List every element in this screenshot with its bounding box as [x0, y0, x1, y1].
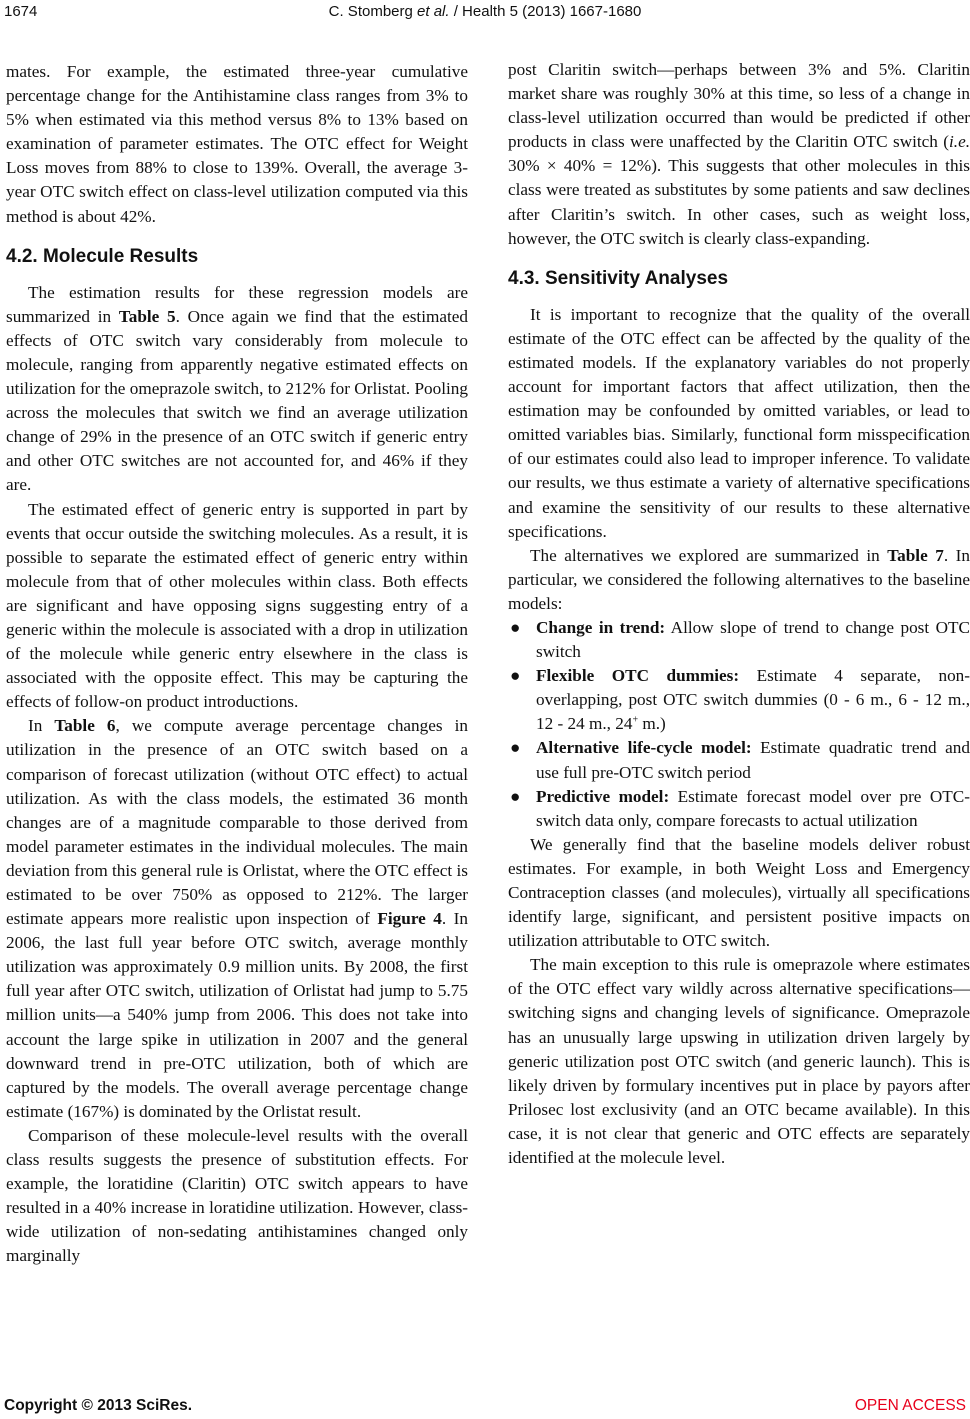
item-text: Estimate forecast model over pre OTC-switch data only, compare forecasts to actual utilization: [536, 786, 970, 830]
italic-ie: i.e.: [949, 132, 970, 152]
item-label: Flexible OTC dummies:: [536, 666, 740, 686]
text: post Claritin switch—perhaps between 3% and 5%. Claritin market share was roughly 30% at this time, so less of a change in class-level utilization occurred than would be predicted if other products in class were unaffected by the Claritin OTC switch (: [508, 60, 970, 152]
page-header: [0, 0, 970, 30]
paragraph-continued: mates. For example, the estimated three-year cumulative percentage change for the Antihistamine class ranges from 3% to 5% when estimated via this method versus 8% to 13% based on examination of parameter estimates. The OTC effect for Weight Loss moves from 88% to close to 139%. Overall, the average 3-year OTC switch effect on class-level utilization computed via this method is about 42%.: [6, 62, 468, 226]
superscript-plus: +: [632, 714, 639, 726]
alternatives-list: [508, 616, 970, 833]
running-head-journal: / Health 5 (2013) 1667-1680: [449, 3, 642, 20]
list-item: [508, 736, 970, 784]
item-text: Estimate 4 separate, non-overlapping, post OTC switch dummies (0 - 6 m., 6 - 12 m., 12 - 24 m., 24: [536, 666, 970, 734]
paragraph-comparison: Comparison of these molecule-level results with the overall class results suggests the presence of substitution effects. For example, the loratidine (Claritin) OTC switch appears to have resulted in a 40% increase in loratidine utilization. However, class-wide utilization of non-sedating antihistamines changed only marginally: [6, 1125, 468, 1266]
table-7-reference[interactable]: Table 7: [887, 545, 944, 565]
bullet-icon: ●: [510, 617, 521, 637]
left-column: [6, 60, 468, 1269]
table-5-reference[interactable]: Table 5: [118, 306, 176, 326]
list-item: [508, 664, 970, 736]
item-label: Predictive model:: [536, 786, 670, 806]
right-column: [508, 58, 970, 1170]
figure-4-reference[interactable]: Figure 4: [377, 909, 442, 929]
page-number: 1674: [4, 3, 38, 20]
bullet-icon: ●: [510, 666, 521, 686]
item-text: Estimate quadratic trend and use full pre-OTC switch period: [536, 738, 970, 782]
section-heading-molecule-results: 4.2. Molecule Results: [6, 245, 199, 267]
paragraph-table6: [6, 714, 468, 1124]
bullet-icon: ●: [510, 786, 521, 806]
text: . Once again we find that the estimated effects of OTC switch vary considerably from molecule to molecule, ranging from apparently negative estimated effects on utilization for the omeprazole switch, to 212% for Orlistat. Pooling across the molecules that switch we find an average utilization change of 29% in the presence of an OTC switch if generic entry and other OTC switches are not accounted for, and 46% if they are.: [6, 306, 468, 495]
running-head-author: C. Stomberg: [328, 3, 418, 20]
paragraph-table5: [6, 281, 468, 498]
running-head: [0, 3, 970, 20]
text: The estimation results for these regression models are summarized in: [6, 282, 468, 326]
page-footer: [0, 1397, 970, 1419]
text: In: [28, 716, 55, 736]
text: , we compute average percentage changes in utilization in the presence of an OTC switch based on a comparison of forecast utilization (without OTC effect) to actual utilization. As with the class models, the estimated 36 month changes are of a magnitude comparable to those derived from model parameter estimates in the individual molecules. The main deviation from this general rule is Orlistat, where the OTC effect is estimated to be over 750% as opposed to 212%. The larger estimate appears more realistic upon inspection of: [6, 716, 468, 929]
paragraph-robust: We generally find that the baseline models deliver robust estimates. For example, in both Weight Loss and Emergency Contraception classes (and molecules), virtually all specifications identify large, significant, and persistent positive impacts on utilization attributable to OTC switch.: [508, 834, 970, 951]
item-text: m.): [638, 714, 666, 734]
paragraph-claritin: [508, 58, 970, 251]
open-access-label: OPEN ACCESS: [854, 1397, 966, 1414]
bullet-icon: ●: [510, 738, 521, 758]
running-head-etal: et al.: [417, 3, 450, 20]
paragraph-generic-entry: The estimated effect of generic entry is supported in part by events that occur outside the switching molecules. As a result, it is possible to separate the estimated effect of generic entry within molecule from that of other molecules within class. Both effects are significant and have opposing signs suggesting entry of a generic within the molecule is associated with a drop in utilization of the molecule while generic entry elsewhere in the class is associated with the opposite effect. This may be capturing the effects of follow-on product introductions.: [6, 499, 468, 712]
text: The alternatives we explored are summarized in: [530, 545, 888, 565]
item-text: Allow slope of trend to change post OTC switch: [536, 617, 970, 662]
text: 30% × 40% = 12%). This suggests that other molecules in this class were treated as substitutes by some patients and saw declines after Claritin’s switch. In other cases, such as weight loss, however, the OTC switch is clearly class-expanding.: [508, 156, 970, 248]
paragraph-alternatives: [508, 544, 970, 616]
section-heading-sensitivity-analyses: 4.3. Sensitivity Analyses: [508, 267, 729, 289]
copyright-notice: Copyright © 2013 SciRes.: [4, 1397, 193, 1414]
table-6-reference[interactable]: Table 6: [54, 716, 116, 736]
item-label: Alternative life-cycle model:: [536, 738, 752, 758]
text: . In 2006, the last full year before OTC switch, average monthly utilization was approximately 0.9 million units. By 2008, the first full year after OTC switch, utilization of Orlistat had jump to 5.75 million units—a 540% jump from 2006. This does not take into account the large spike in utilization in 2007 and the general downward trend in pre-OTC utilization, both of which are captured by the models. The overall average percentage change estimate (167%) is dominated by the Orlistat result.: [6, 909, 468, 1121]
paragraph-quality: It is important to recognize that the quality of the overall estimate of the OTC effect can be affected by the quality of the estimated models. If the explanatory variables do not properly account for important factors that affect utilization, then the estimation may be confounded by omitted variables, or lead to omitted variables bias. Similarly, functional form misspecification of our estimates could also lead to improper inference. To validate our results, we thus estimate a variety of alternative specifications and examine the sensitivity of our results to these alternative specifications.: [508, 304, 970, 541]
list-item: [508, 616, 970, 664]
item-label: Change in trend:: [536, 617, 666, 637]
paragraph-omeprazole: The main exception to this rule is omeprazole where estimates of the OTC effect vary wildly across alternative specifications—switching signs and changing levels of significance. Omeprazole has an unusually large upswing in utilization driven largely by generic utilization post OTC switch (and generic launch). This is likely driven by formulary incentives put in place by payors after Prilosec lost exclusivity (and an OTC became available). In this case, it is not clear that generic and OTC effects are separately identified at the molecule level.: [508, 955, 970, 1168]
list-item: [508, 785, 970, 833]
text: . In particular, we considered the following alternatives to the baseline models:: [508, 545, 970, 613]
